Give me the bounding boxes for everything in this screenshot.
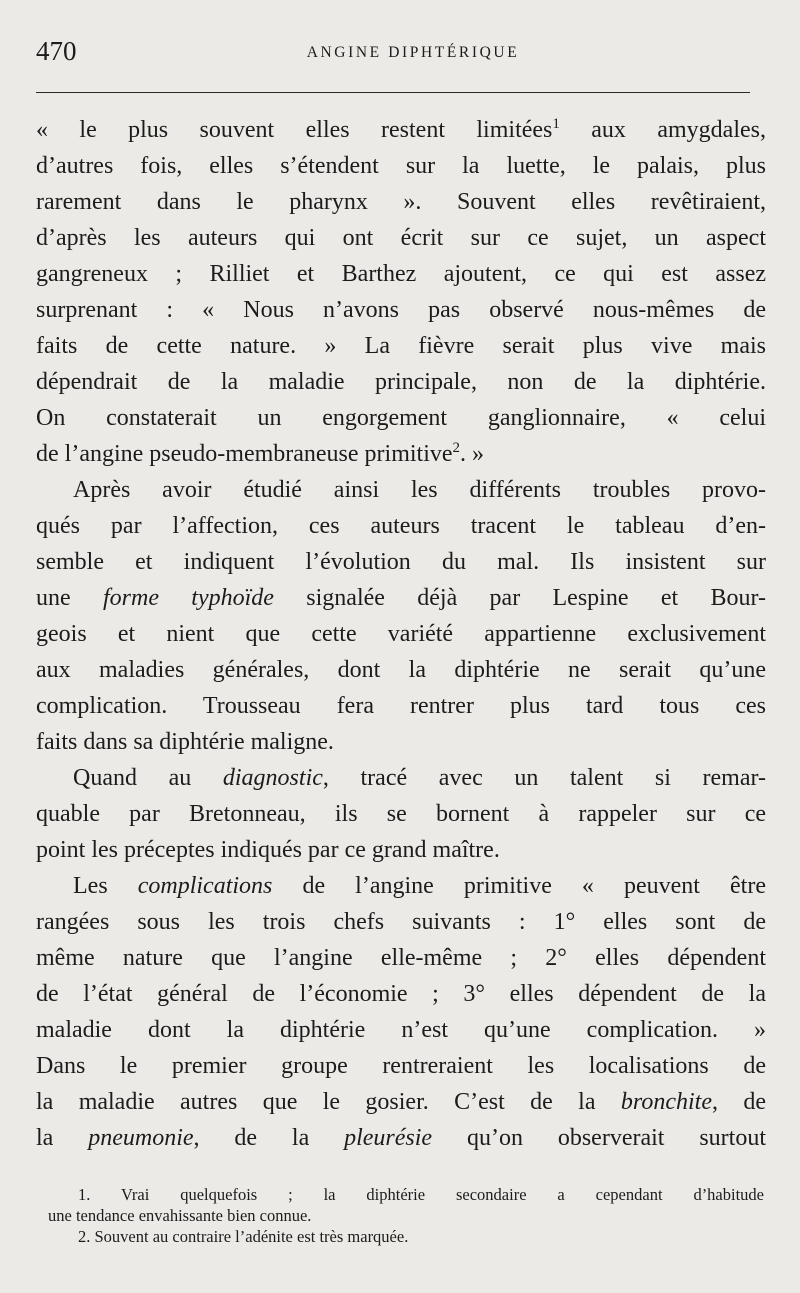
text-line: quable par Bretonneau, ils se bornent à rappeler sur ce	[36, 801, 766, 827]
text-line: rangées sous les trois chefs suivants : 1° elles sont de	[36, 909, 766, 935]
text-line: gangreneux ; Rilliet et Barthez ajoutent, ce qui est assez	[36, 261, 766, 287]
text-line: Quand au diagnostic, tracé avec un talent si remar-	[73, 765, 766, 791]
emphasis: diagnostic	[222, 765, 323, 791]
text-line: d’autres fois, elles s’étendent sur la luette, le palais, plus	[36, 153, 766, 179]
text-line: point les préceptes indiqués par ce grand maître.	[36, 837, 500, 863]
text-line: dépendrait de la maladie principale, non de la diphtérie.	[36, 369, 766, 395]
footnote-1-continued: une tendance envahissante bien connue.	[48, 1206, 312, 1225]
text-line: On constaterait un engorgement ganglionnaire, « celui	[36, 405, 766, 431]
text-line: même nature que l’angine elle-même ; 2° elles dépendent	[36, 945, 766, 971]
emphasis: bronchite	[620, 1089, 712, 1115]
footnote-ref-1: 1	[552, 116, 560, 132]
header-rule	[36, 92, 750, 93]
text-line: rarement dans le pharynx ». Souvent elles revêtiraient,	[36, 189, 766, 215]
text-line: complication. Trousseau fera rentrer plus tard tous ces	[36, 693, 766, 719]
text-line: geois et nient que cette variété appartienne exclusivement	[36, 621, 766, 647]
text-line: une forme typhoïde signalée déjà par Lespine et Bour-	[36, 585, 766, 611]
emphasis: forme typhoïde	[102, 585, 274, 611]
page-number: 470	[36, 36, 77, 66]
text-line: de l’angine pseudo-membraneuse primitive$^2$. »	[36, 440, 485, 467]
text-line: faits dans sa diphtérie maligne.	[36, 729, 334, 755]
text-line: semble et indiquent l’évolution du mal. Ils insistent sur	[36, 549, 766, 575]
footnote-1: 1. Vrai quelquefois ; la diphtérie secondaire a cependant d’habitude	[78, 1185, 764, 1204]
body-text	[36, 112, 766, 1156]
page-header	[36, 34, 750, 74]
text-line: surprenant : « Nous n’avons pas observé nous-mêmes de	[36, 297, 766, 323]
text-line: de l’état général de l’économie ; 3° elles dépendent de la	[36, 981, 766, 1007]
text-line: la maladie autres que le gosier. C’est de la bronchite, de	[36, 1089, 766, 1115]
emphasis: pleurésie	[344, 1125, 433, 1151]
text-line: Les complications de l’angine primitive « peuvent être	[73, 873, 766, 899]
text-line: aux maladies générales, dont la diphtérie ne serait qu’une	[36, 657, 766, 683]
text-line: faits de cette nature. » La fièvre serait plus vive mais	[36, 333, 766, 359]
text-line: d’après les auteurs qui ont écrit sur ce sujet, un aspect	[36, 225, 766, 251]
footnote-ref-2: 2	[452, 440, 461, 456]
emphasis: pneumonie	[88, 1125, 194, 1151]
text-line: qués par l’affection, ces auteurs tracent le tableau d’en-	[36, 513, 766, 539]
text-line: la pneumonie, de la pleurésie qu’on observerait surtout	[36, 1125, 766, 1151]
emphasis: complications	[137, 873, 273, 899]
text-line: Après avoir étudié ainsi les différents troubles provo-	[73, 477, 766, 503]
footnote-2: 2. Souvent au contraire l’adénite est très marquée.	[78, 1227, 409, 1246]
running-title: ANGINE DIPHTÉRIQUE	[306, 44, 520, 61]
text-line: Dans le premier groupe rentreraient les localisations de	[36, 1053, 766, 1079]
footnotes	[48, 1184, 764, 1247]
text-line: maladie dont la diphtérie n’est qu’une complication. »	[36, 1017, 766, 1043]
text-line: « le plus souvent elles restent limitées$^1$ aux amygdales,	[36, 116, 766, 143]
